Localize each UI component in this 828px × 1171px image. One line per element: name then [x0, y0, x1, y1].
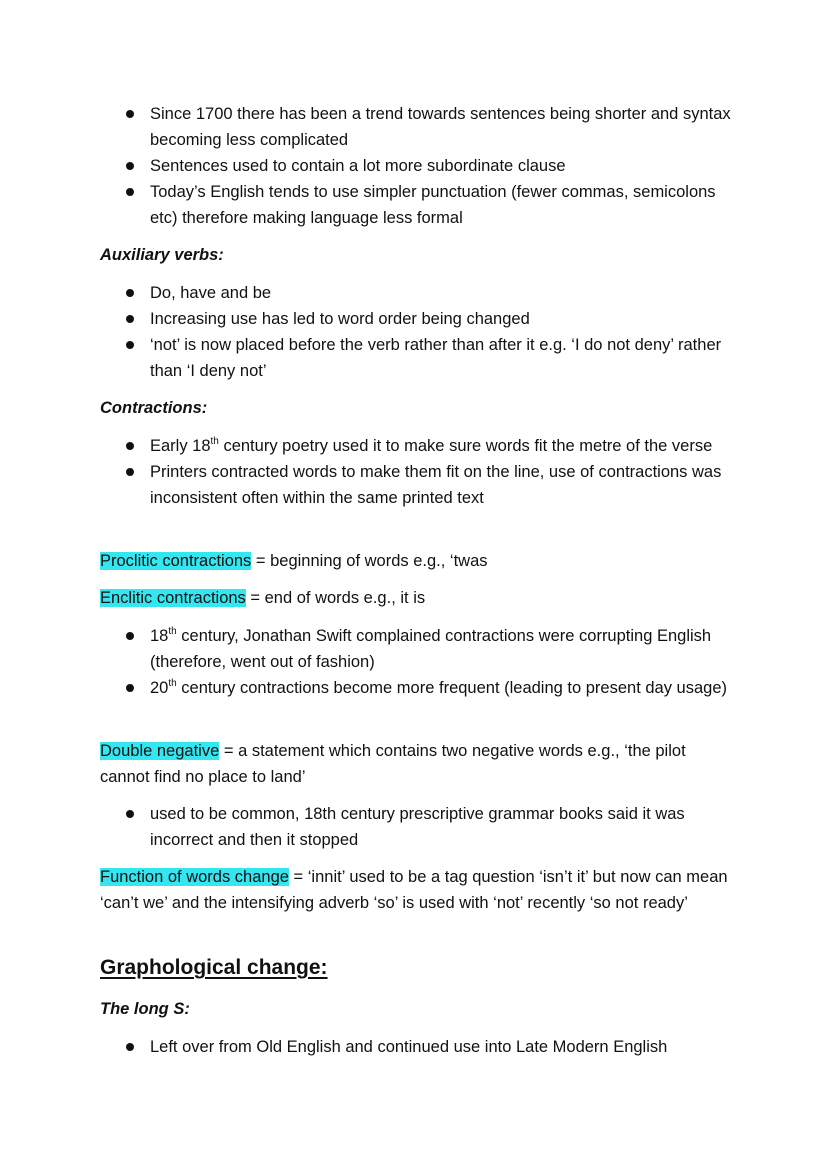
definition-text: = beginning of words e.g., ‘twas — [251, 552, 488, 570]
list-item: Today’s English tends to use simpler punctuation (fewer commas, semicolons etc) therefore making language less formal — [124, 179, 744, 231]
long-s-heading: The long S: — [100, 1000, 190, 1018]
text: 18 — [150, 627, 169, 645]
list-item: used to be common, 18th century prescriptive grammar books said it was incorrect and then it stopped — [124, 801, 704, 853]
text: century poetry used it to make sure words fit the metre of the verse — [218, 437, 713, 455]
proclitic-definition — [100, 548, 740, 574]
double-negative-definition — [100, 738, 710, 790]
definition-text: = end of words e.g., it is — [245, 589, 426, 607]
list-item: Printers contracted words to make them fit on the line, use of contractions was inconsistent often within the same printed text — [124, 459, 744, 511]
text: century, Jonathan Swift complained contractions were corrupting English (therefore, went out of fashion) — [150, 627, 712, 671]
list-item: Do, have and be — [124, 280, 744, 306]
superscript: th — [210, 435, 219, 447]
list-item: ‘not’ is now placed before the verb rather than after it e.g. ‘I do not deny’ rather than ‘I deny not’ — [124, 332, 744, 384]
highlighted-term: Double negative — [100, 742, 220, 760]
section-title: Graphological change: — [100, 956, 328, 979]
list-item — [124, 623, 744, 675]
auxiliary-verbs-heading: Auxiliary verbs: — [100, 246, 224, 264]
highlighted-term: Function of words change — [100, 868, 289, 886]
function-words-definition — [100, 864, 728, 916]
syntax-bullet-list — [124, 101, 744, 231]
list-item — [124, 675, 744, 701]
list-item: Since 1700 there has been a trend towards sentences being shorter and syntax becoming less complicated — [124, 101, 744, 153]
contractions-bullet-list — [124, 433, 744, 511]
long-s-bullet-list — [124, 1034, 744, 1060]
definition-text: = ‘innit’ used to be a tag question ‘isn’t it’ but now can mean ‘can’t we’ and the intensifying adverb ‘so’ is used with ‘not’ recently ‘so not ready’ — [100, 868, 728, 912]
auxiliary-bullet-list — [124, 280, 744, 384]
text: century contractions become more frequent (leading to present day usage) — [176, 679, 728, 697]
highlighted-term: Proclitic contractions — [100, 552, 252, 570]
definition-text: = a statement which contains two negative words e.g., ‘the pilot cannot find no place to land’ — [100, 742, 686, 786]
superscript: th — [168, 677, 177, 689]
contractions-heading: Contractions: — [100, 399, 208, 417]
superscript: th — [168, 625, 177, 637]
text: 20 — [150, 679, 169, 697]
text: Early 18 — [150, 437, 211, 455]
highlighted-term: Enclitic contractions — [100, 589, 246, 607]
list-item: Increasing use has led to word order being changed — [124, 306, 744, 332]
double-negative-bullet-list — [124, 801, 704, 853]
century-bullet-list — [124, 623, 744, 701]
enclitic-definition — [100, 585, 740, 611]
list-item: Left over from Old English and continued use into Late Modern English — [124, 1034, 744, 1060]
list-item: Sentences used to contain a lot more subordinate clause — [124, 153, 744, 179]
list-item — [124, 433, 744, 459]
